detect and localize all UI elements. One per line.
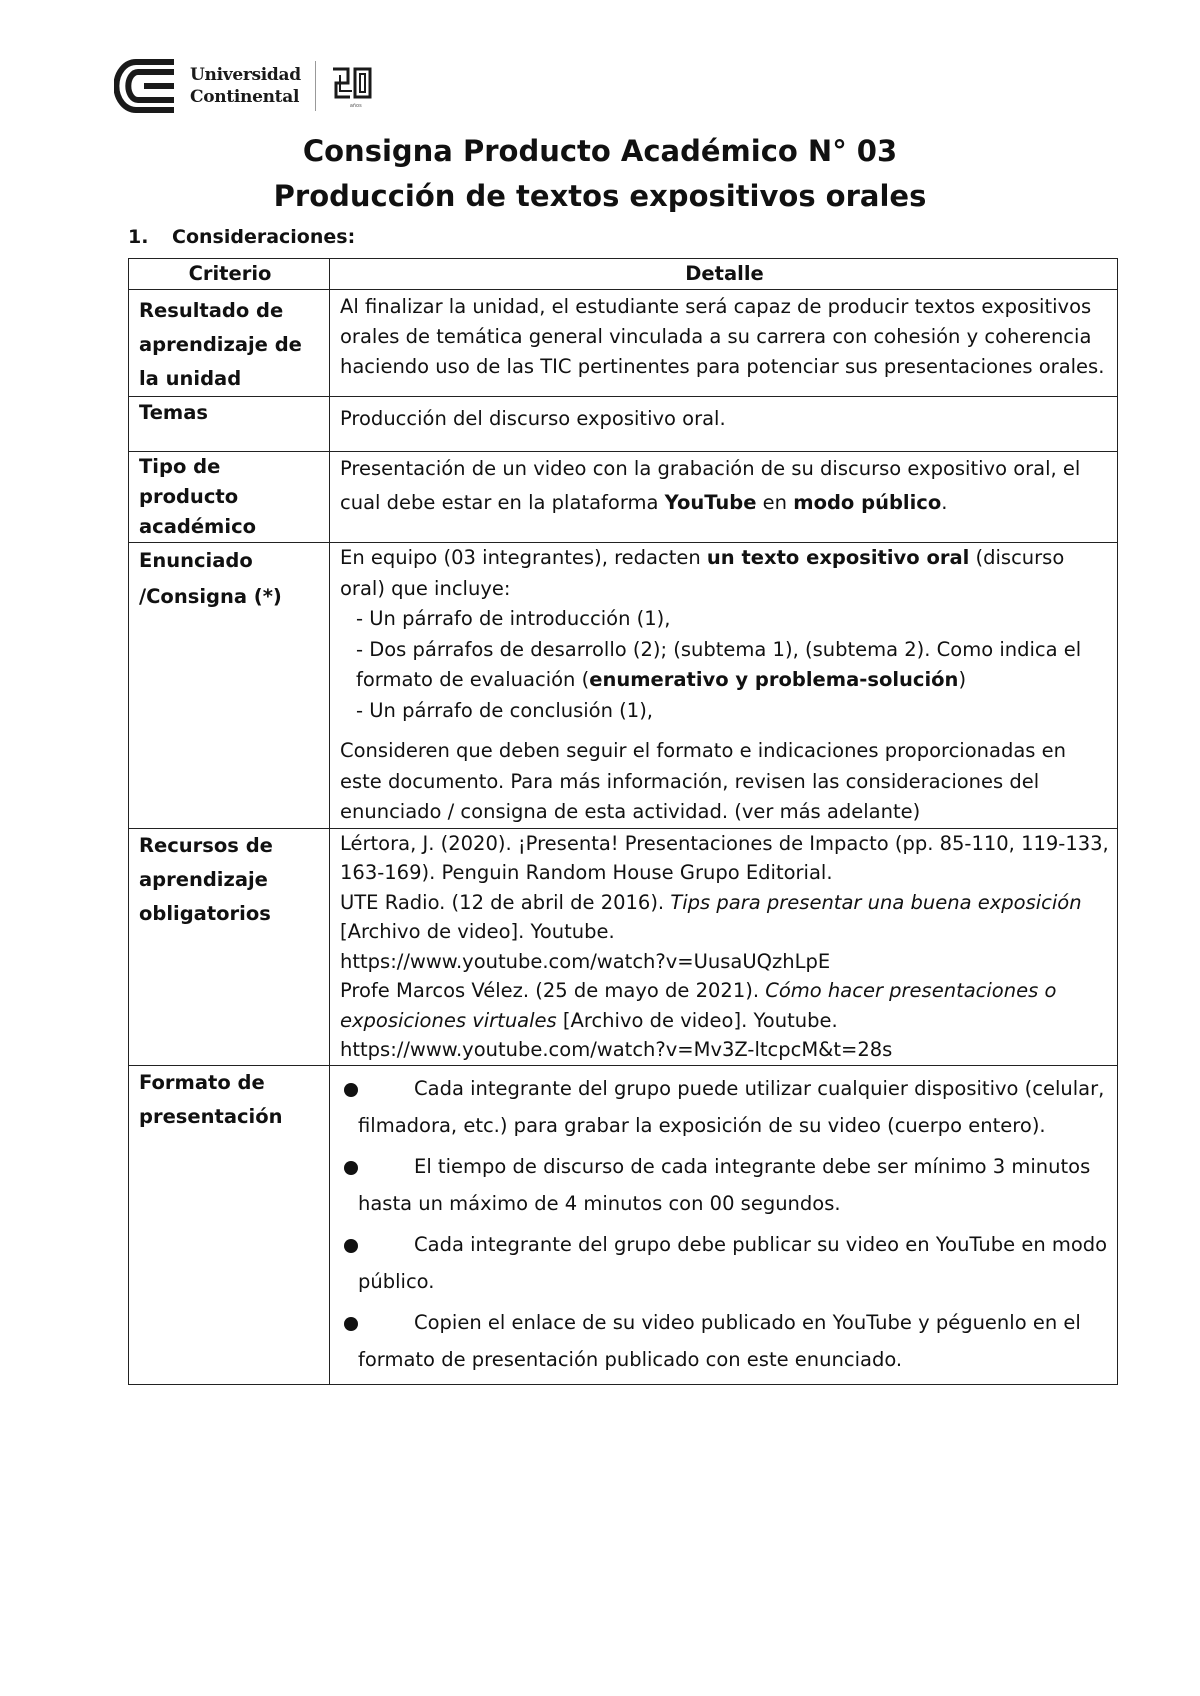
document-subtitle: Producción de textos expositivos orales <box>273 179 927 213</box>
row-label-formato: Formato de presentación <box>129 1065 330 1384</box>
considerations-table <box>128 258 1118 1385</box>
header-criterio: Criterio <box>129 259 330 290</box>
logo-line-1: Universidad <box>190 65 301 85</box>
university-logo <box>114 56 374 116</box>
header-detalle: Detalle <box>330 259 1118 290</box>
row-label-temas: Temas <box>129 397 330 452</box>
row-detail-tipo: Presentación de un video con la grabación de su discurso expositivo oral, el cual debe estar en la plataforma YouTube en modo público. <box>330 452 1118 543</box>
list-item: El tiempo de discurso de cada integrante debe ser mínimo 3 minutos hasta un máximo de 4 minutos con 00 segundos. <box>340 1148 1109 1222</box>
section-label: Consideraciones: <box>172 226 356 248</box>
reference-1: Lértora, J. (2020). ¡Presenta! Presentaciones de Impacto (pp. 85-110, 119-133, 163-169). Penguin Random House Grupo Editorial. <box>340 831 1109 884</box>
row-detail-formato <box>330 1065 1118 1384</box>
bullet-icon <box>344 1317 358 1331</box>
table-row <box>129 828 1118 1065</box>
list-item: - Dos párrafos de desarrollo (2); (subtema 1), (subtema 2). Como indica el formato de evaluación (enumerativo y problema-solución) <box>356 637 1082 691</box>
document-title: Consigna Producto Académico N° 03 <box>302 134 898 168</box>
table-row <box>129 1065 1118 1384</box>
row-label-recursos: Recursos de aprendizaje obligatorios <box>129 828 330 1065</box>
section-number: 1. <box>128 226 149 248</box>
list-item: Copien el enlace de su video publicado en YouTube y péguenlo en el formato de presentación publicado con este enunciado. <box>340 1304 1109 1378</box>
logo-years-text: años <box>349 103 362 109</box>
table-row <box>129 543 1118 829</box>
public-mode-emphasis: modo público <box>793 491 942 514</box>
row-detail-recursos <box>330 828 1118 1065</box>
table-row <box>129 290 1118 397</box>
table-row <box>129 397 1118 452</box>
reference-3: Profe Marcos Vélez. (25 de mayo de 2021). Cómo hacer presentaciones o exposiciones virtuales [Archivo de video]. Youtube. <box>340 979 1057 1032</box>
youtube-emphasis: YouTube <box>664 491 757 514</box>
continental-logo-icon <box>114 58 180 114</box>
list-item: - Un párrafo de introducción (1), <box>356 607 671 630</box>
list-item: Cada integrante del grupo debe publicar su video en YouTube en modo público. <box>340 1226 1109 1300</box>
row-label-tipo: Tipo de producto académico <box>129 452 330 543</box>
bullet-icon <box>344 1239 358 1253</box>
row-detail-enunciado <box>330 543 1118 829</box>
row-detail-resultado: Al finalizar la unidad, el estudiante será capaz de producir textos expositivos orales de temática general vinculada a su carrera con cohesión y coherencia haciendo uso de las TIC pertinentes para potenciar sus presentaciones orales. <box>330 290 1118 397</box>
bullet-icon <box>344 1161 358 1175</box>
list-item: - Un párrafo de conclusión (1), <box>356 698 653 722</box>
enunciado-intro: En equipo (03 integrantes), redacten un texto expositivo oral (discurso oral) que incluye: <box>340 546 1065 600</box>
table-row <box>129 452 1118 543</box>
table-header-row <box>129 259 1118 290</box>
reference-3-link[interactable]: https://www.youtube.com/watch?v=Mv3Z-ltcpcM&t=28s <box>340 1038 893 1061</box>
row-detail-temas: Producción del discurso expositivo oral. <box>330 397 1118 452</box>
anniversary-20-icon <box>330 61 374 111</box>
row-label-resultado: Resultado de aprendizaje de la unidad <box>129 290 330 397</box>
enunciado-closing: Consideren que deben seguir el formato e indicaciones proporcionadas en este documento. Para más información, revisen las consideraciones del enunciado / consigna de esta actividad. (ver más adelante) <box>340 739 1067 823</box>
reference-2: UTE Radio. (12 de abril de 2016). Tips para presentar una buena exposición [Archivo de video]. Youtube. <box>340 890 1082 943</box>
section-heading <box>128 226 355 248</box>
bullet-icon <box>344 1083 358 1097</box>
logo-divider <box>315 61 316 111</box>
row-label-enunciado: Enunciado /Consigna (*) <box>129 543 330 829</box>
logo-line-2: Continental <box>190 87 300 107</box>
reference-2-link[interactable]: https://www.youtube.com/watch?v=UusaUQzhLpE <box>340 949 831 973</box>
list-item: Cada integrante del grupo puede utilizar cualquier dispositivo (celular, filmadora, etc.) para grabar la exposición de su video (cuerpo entero). <box>340 1070 1109 1144</box>
